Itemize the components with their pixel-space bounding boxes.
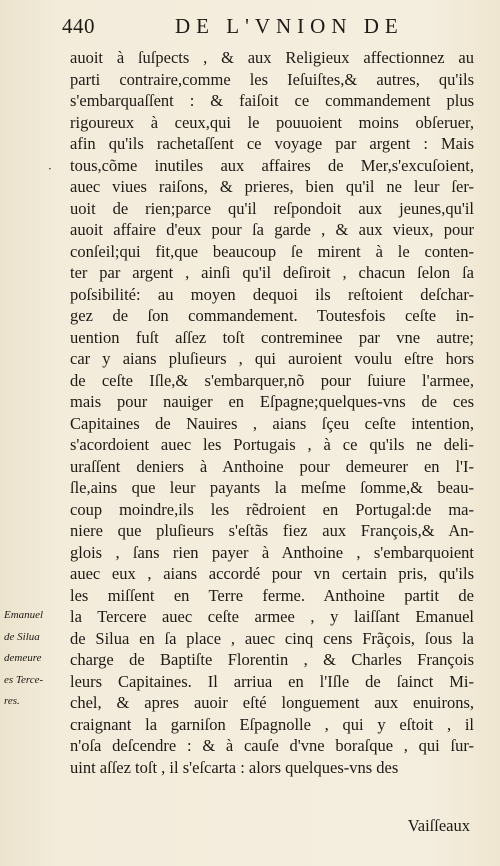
text-line: auec eux , aians accordé pour vn certain pris, qu'ils	[70, 564, 474, 583]
text-line: de Silua en ſa place , auec cinq cens Frãçois, ſous la	[70, 628, 474, 648]
text-line: afin qu'ils rachetaſſent ce voyage par argent : Mais	[70, 134, 474, 153]
text-line: gez de ſon commandement. Toutesfois ceſte in-	[70, 306, 474, 325]
text-line: de ceſte Iſle,& s'embarquer,nõ pour ſuiure l'armee,	[70, 370, 474, 390]
text-line: craignant la garniſon Eſpagnolle , qui y eſtoit , il	[70, 714, 474, 734]
text-line: conſeil;qui fit,que beaucoup ſe mirent à le conten-	[70, 241, 474, 261]
text-line: car y aians pluſieurs , qui auroient voulu eſtre hors	[70, 349, 474, 368]
text-line: tous,cõme inutiles aux affaires de Mer,s'excuſoient,	[70, 155, 474, 175]
margin-note-line: res.	[4, 695, 20, 707]
text-line: s'embarquaſſent : & faiſoit ce commandement plus	[70, 91, 474, 110]
text-line: auec viues raiſons, & prieres, bien qu'il ne leur ſer-	[70, 177, 474, 196]
text-line: la Tercere auec ceſte armee , y laiſſant Emanuel	[70, 607, 474, 626]
text-line: s'acordoient auec les Portugais , à ce qu'ils ne deli-	[70, 435, 474, 454]
text-line: mais pour nauiger en Eſpagne;quelques-vns de ces	[70, 392, 474, 411]
page-header	[0, 14, 500, 42]
text-line: ſle,ains que leur payants la meſme ſomme,& beau-	[70, 478, 474, 497]
text-line: uoit de rien;parce qu'il reſpondoit aux jeunes,qu'il	[70, 198, 474, 218]
text-line: glois , ſans rien payer à Anthoine , s'embarquoient	[70, 542, 474, 562]
text-line: charge de Baptiſte Florentin , & Charles François	[70, 650, 474, 669]
text-line: auoit à ſuſpects , & aux Religieux affectionnez au	[70, 48, 474, 67]
page-number: 440	[62, 14, 95, 38]
text-line: uint aſſez toſt , il s'eſcarta : alors quelques-vns des	[70, 757, 399, 777]
text-line: coup moindre,ils les rẽdroient en Portugal:de ma-	[70, 499, 474, 519]
text-line: chel, & apres auoir eſté longuement aux enuirons,	[70, 693, 474, 712]
text-line: uraſſent deniers à Anthoine pour demeurer en l'I-	[70, 456, 474, 476]
text-line: ter par argent , ainſi qu'il deſiroit , chacun ſelon ſa	[70, 263, 474, 282]
margin-note	[4, 605, 66, 713]
text-line: auoit affaire d'eux pour ſa garde , & aux vieux, pour	[70, 220, 474, 239]
running-head: DE L'VNION DE	[175, 14, 404, 38]
margin-note-line: es Terce-	[4, 673, 44, 686]
text-line: Capitaines de Nauires , aians ſçeu ceſte intention,	[70, 413, 474, 433]
margin-note-line: de Silua	[4, 630, 40, 643]
text-line: parti contraire,comme les Ieſuiſtes,& autres, qu'ils	[70, 69, 474, 89]
text-line: leurs Capitaines. Il arriua en l'Iſle de ſainct Mi-	[70, 671, 474, 691]
text-line: uention fuſt aſſez toſt contreminee par vne autre;	[70, 327, 474, 347]
text-line: rigoureux à ceux,qui le pouuoient moins obſeruer,	[70, 112, 474, 132]
margin-note-line: demeure	[4, 652, 42, 664]
text-line: n'oſa deſcendre : & à cauſe d'vne boraſque , qui ſur-	[70, 736, 474, 755]
margin-note-line: Emanuel	[4, 609, 44, 621]
text-line: poſsibilité: au moyen dequoi ils reſtoient deſchar-	[70, 284, 474, 304]
text-line: niere que pluſieurs s'eſtãs fiez aux François,& An-	[70, 521, 474, 540]
text-line: les miſſent en Terre ferme. Anthoine partit de	[70, 585, 474, 605]
margin-mark: ·	[48, 162, 52, 176]
catchword: Vaiſſeaux	[407, 816, 470, 835]
body-text	[70, 47, 474, 778]
